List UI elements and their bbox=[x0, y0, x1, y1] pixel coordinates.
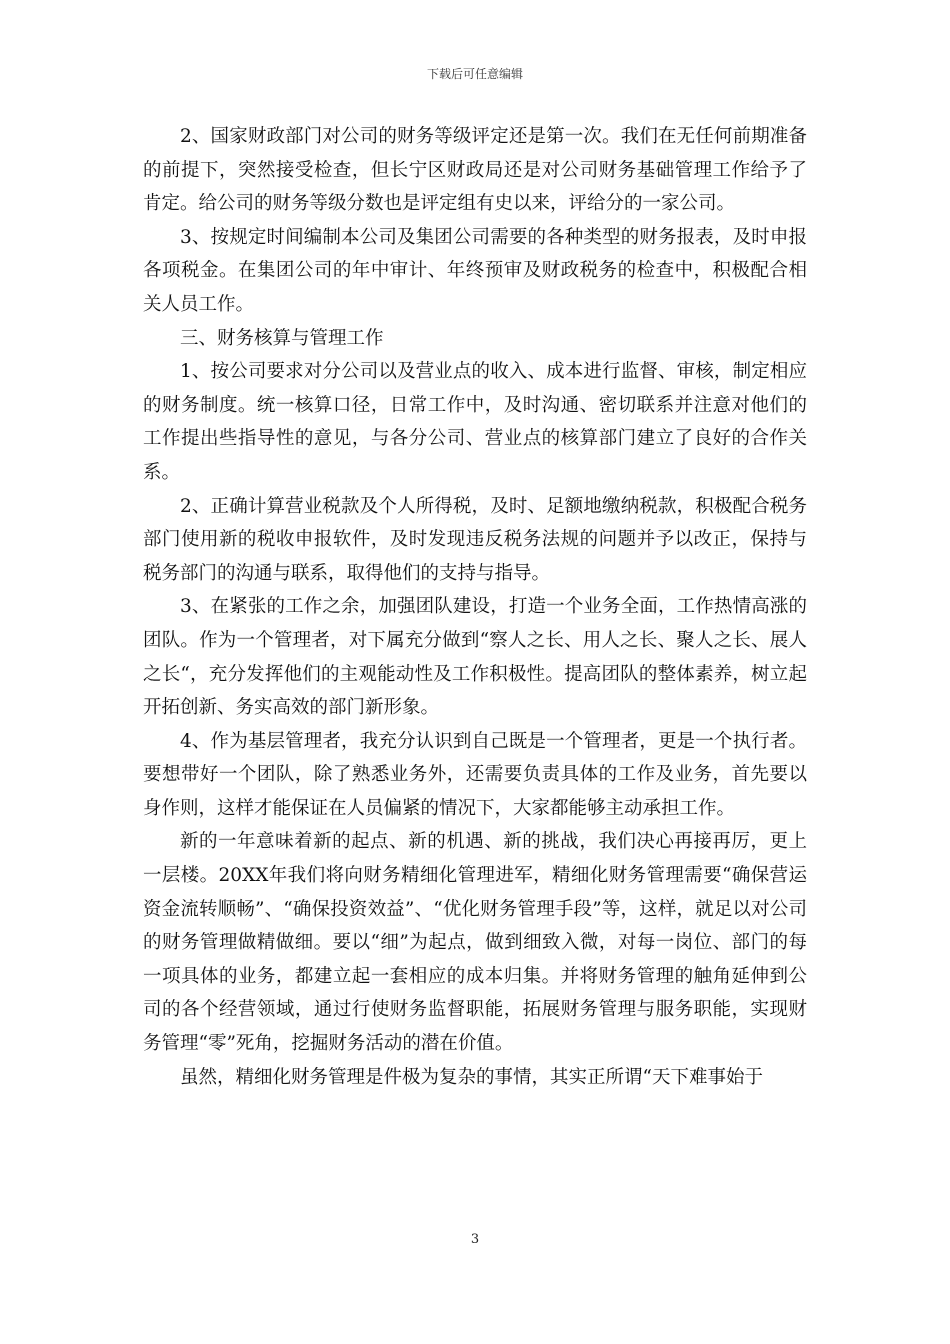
paragraph-rating: 2、国家财政部门对公司的财务等级评定还是第一次。我们在无任何前期准备的前提下，突然接受检查，但长宁区财政局还是对公司财务基础管理工作给予了肯定。给公司的财务等级分数也是评定组有史以来，评给分的一家公司。 bbox=[143, 126, 807, 215]
document-body bbox=[143, 120, 807, 1094]
paragraph-tax: 2、正确计算营业税款及个人所得税，及时、足额地缴纳税款，积极配合税务部门使用新的税收申报软件，及时发现违反税务法规的问题并予以改正，保持与税务部门的沟通与联系，取得他们的支持与指导。 bbox=[143, 495, 807, 584]
paragraph-conclusion: 虽然，精细化财务管理是件极为复杂的事情，其实正所谓“天下难事始于 bbox=[180, 1066, 763, 1088]
paragraph-manager: 4、作为基层管理者，我充分认识到自己既是一个管理者，更是一个执行者。要想带好一个团队，除了熟悉业务外，还需要负责具体的工作及业务，首先要以身作则，这样才能保证在人员偏紧的情况下，大家都能够主动承担工作。 bbox=[143, 730, 807, 819]
paragraph-reports: 3、按规定时间编制本公司及集团公司需要的各种类型的财务报表，及时申报各项税金。在集团公司的年中审计、年终预审及财政税务的检查中，积极配合相关人员工作。 bbox=[143, 226, 807, 315]
paragraph-new-year: 新的一年意味着新的起点、新的机遇、新的挑战，我们决心再接再厉，更上一层楼。20XX年我们将向财务精细化管理进军，精细化财务管理需要“确保营运资金流转顺畅”、“确保投资效益”、“优化财务管理手段”等，这样，就足以对公司的财务管理做精做细。要以“细”为起点，做到细致入微，对每一岗位、部门的每一项具体的业务，都建立起一套相应的成本归集。并将财务管理的触角延伸到公司的各个经营领域，通过行使财务监督职能，拓展财务管理与服务职能，实现财务管理“零”死角，挖掘财务活动的潜在价值。 bbox=[143, 831, 807, 1055]
header-note: 下载后可任意编辑 bbox=[426, 67, 523, 81]
page-number: 3 bbox=[470, 1232, 480, 1247]
section-heading: 三、财务核算与管理工作 bbox=[180, 327, 384, 349]
paragraph-supervision: 1、按公司要求对分公司以及营业点的收入、成本进行监督、审核，制定相应的财务制度。统一核算口径，日常工作中，及时沟通、密切联系并注意对他们的工作提出些指导性的意见，与各分公司、营业点的核算部门建立了良好的合作关系。 bbox=[143, 361, 807, 483]
paragraph-team: 3、在紧张的工作之余，加强团队建设，打造一个业务全面，工作热情高涨的团队。作为一个管理者，对下属充分做到“察人之长、用人之长、聚人之长、展人之长“，充分发挥他们的主观能动性及工作积极性。提高团队的整体素养，树立起开拓创新、务实高效的部门新形象。 bbox=[143, 596, 807, 719]
